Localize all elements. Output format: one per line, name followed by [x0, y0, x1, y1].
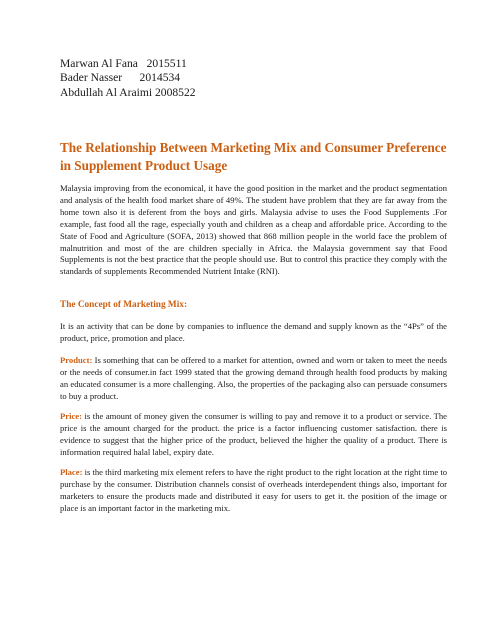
price-paragraph	[60, 411, 447, 459]
document-title: The Relationship Between Marketing Mix and Consumer Preference in Supplement Product Usage	[60, 140, 447, 173]
price-text: is the amount of money given the consumer is willing to pay and remove it to a product or service. The price is the amount charged for the product. the price is a factor influencing customer satisfaction. there is evidence to suggest that the higher price of the product, believed the higher the quality of a product. There is information required halal label, expiry date.	[60, 411, 447, 457]
concept-heading: The Concept of Marketing Mix:	[60, 300, 188, 310]
author-line: Marwan Al Fana 2015511	[60, 57, 187, 70]
author-list	[60, 57, 196, 100]
place-paragraph	[60, 467, 447, 515]
product-text: Is something that can be offered to a market for attention, owned and worn or taken to meet the needs or the needs of consumer.in fact 1999 stated that the growing demand through health food products by making an educated consumer is a more challenging. Also, the properties of the packaging also can persuade consumers to buy a product.	[60, 355, 447, 401]
place-text: is the third marketing mix element refers to have the right product to the right location at the right time to purchase by the consumer. Distribution channels consist of overheads interdependent things also, important for marketers to ensure the products made and distributed it easy for users to get it. the position of the image or place is an important factor in the marketing mix.	[60, 467, 447, 513]
author-line: Abdullah Al Araimi 2008522	[60, 85, 196, 99]
author-line: Bader Nasser 2014534	[60, 71, 181, 85]
intro-paragraph: Malaysia improving from the economical, it have the good position in the market and the product segmentation and analysis of the health food market share of 49%. The student have problem that they are far away from the home town also it is deferent from the boys and girls. Malaysia advise to uses the Food Supplements .For example, fast food all the rage, especially youth and children as a cheap and affordable price. According to the State of Food and Agriculture (SOFA, 2013) showed that 868 million people in the world face the problem of malnutrition and most of the are children specially in Africa. the Malaysia government say that Food Supplements is not the best practice that the people should use. But to control this practice they comply with the standards of supplements Recommended Nutrient Intake (RNI).	[60, 183, 447, 277]
place-label: Place:	[60, 467, 83, 477]
product-label: Product:	[60, 355, 93, 365]
concept-paragraph: It is an activity that can be done by companies to influence the demand and supply known as the “4Ps” of the product, price, promotion and place.	[60, 321, 447, 343]
price-label: Price:	[60, 411, 82, 421]
product-paragraph	[60, 355, 447, 403]
